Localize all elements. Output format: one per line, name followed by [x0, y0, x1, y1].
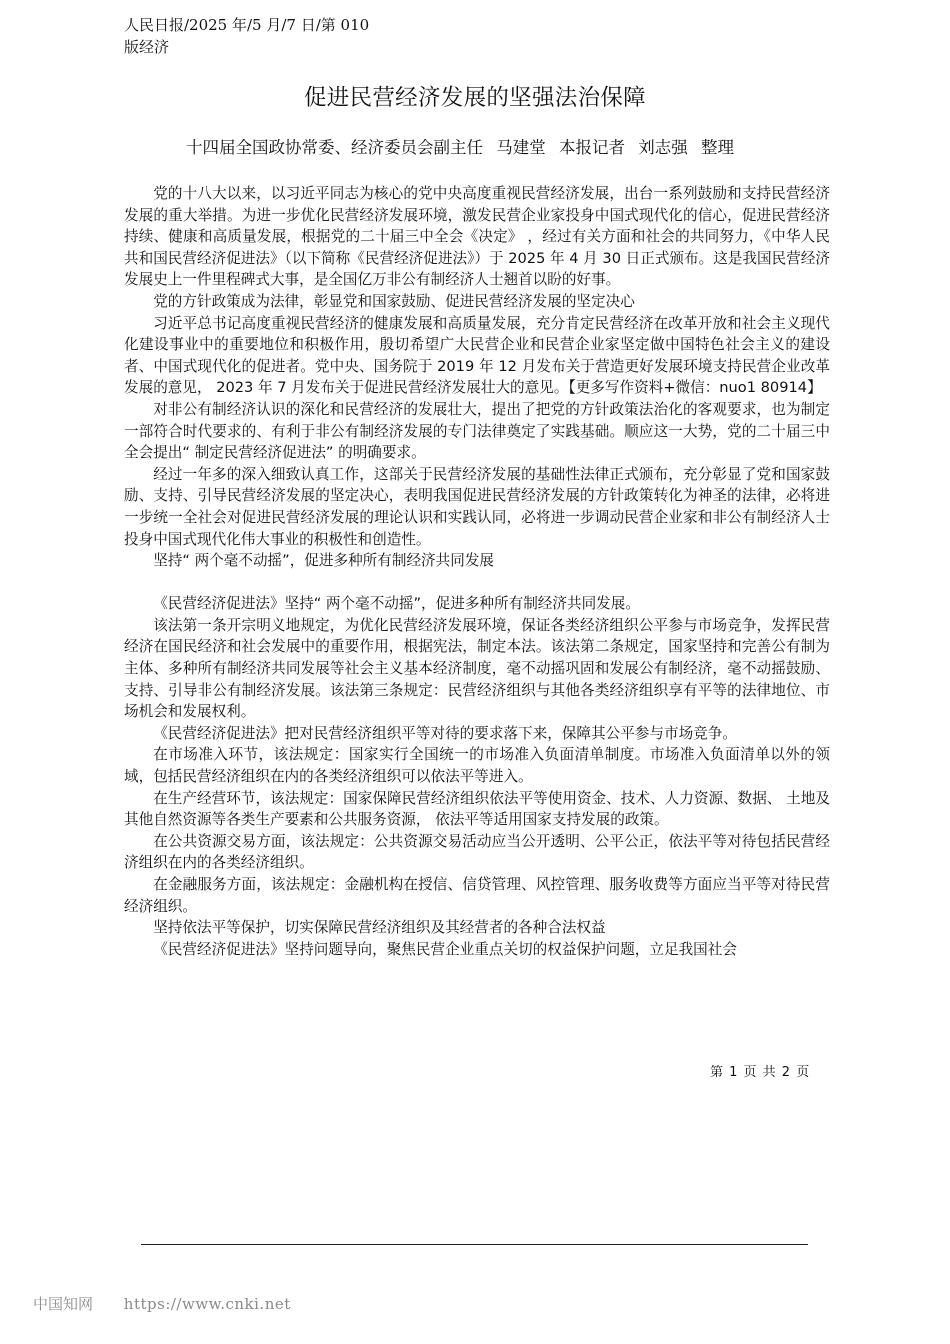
cnki-watermark	[33, 1294, 291, 1314]
section-heading: 党的方针政策成为法律，彰显党和国家鼓励、促进民营经济发展的坚定决心	[153, 292, 635, 310]
paragraph: 在公共资源交易方面，该法规定：公共资源交易活动应当公开透明、公平公正，依法平等对待包括民营经济组织在内的各类经济组织。	[124, 832, 830, 872]
paragraph: 在市场准入环节，该法规定：国家实行全国统一的市场准入负面清单制度。市场准入负面清单以外的领域，包括民营经济组织在内的各类经济组织可以依法平等进入。	[124, 746, 830, 786]
editor-label: 整理	[701, 138, 734, 157]
author-name: 马建堂	[496, 138, 546, 157]
paragraph: 《民营经济促进法》把对民营经济组织平等对待的要求落下来，保障其公平参与市场竞争。	[153, 724, 737, 742]
article-title: 促进民营经济发展的坚强法治保障	[303, 85, 646, 111]
reporter-name: 刘志强	[638, 138, 688, 157]
paragraph: 对非公有制经济认识的深化和民营经济的发展壮大，提出了把党的方针政策法治化的客观要求，也为制定一部符合时代要求的、有利于非公有制经济发展的专门法律奠定了实践基础。顺应这一大势，党的二十届三中全会提出“ 制定民营经济促进法” 的明确要求。	[124, 400, 830, 462]
page-number: 第 1 页 共 2 页	[710, 1065, 811, 1080]
footer-divider	[141, 1244, 808, 1245]
paragraph: 经过一年多的深入细致认真工作，这部关于民营经济发展的基础性法律正式颁布，充分彰显了党和国家鼓励、支持、引导民营经济发展的坚定决心，表明我国促进民营经济发展的方针政策转化为神圣的法律，必将进一步统一全社会对促进民营经济发展的理论认识和实践认同，必将进一步调动民营企业家和非公有制经济人士投身中国式现代化伟大事业的积极性和创造性。	[124, 465, 830, 548]
byline	[0, 136, 920, 160]
section-heading: 坚持“ 两个毫不动摇”，促进多种所有制经济共同发展	[153, 552, 495, 570]
article-body	[124, 183, 830, 960]
source-line-2: 版经济	[124, 38, 170, 56]
paragraph: 在金融服务方面，该法规定：金融机构在授信、信贷管理、风控管理、服务收费等方面应当平等对待民营经济组织。	[124, 876, 830, 915]
site-name: 中国知网	[33, 1295, 94, 1313]
paragraph: 《民营经济促进法》坚持问题导向，聚焦民营企业重点关切的权益保护问题，立足我国社会	[153, 940, 737, 958]
paragraph: 该法第一条开宗明义地规定，为优化民营经济发展环境，保证各类经济组织公平参与市场竞争，发挥民营经济在国民经济和社会发展中的重要作用，根据宪法，制定本法。该法第二条规定，国家坚持和完善公有制为主体、多种所有制经济共同发展等社会主义基本经济制度，毫不动摇巩固和发展公有制经济，毫不动摇鼓励、支持、引导非公有制经济发展。该法第三条规定：民营经济组织与其他各类经济组织享有平等的法律地位、市场机会和发展权利。	[124, 616, 830, 721]
section-heading: 坚持依法平等保护，切实保障民营经济组织及其经营者的各种合法权益	[153, 919, 606, 937]
source-info	[124, 14, 384, 58]
author-position: 十四届全国政协常委、经济委员会副主任	[186, 138, 483, 157]
source-line-1: 人民日报/2025 年/5 月/7 日/第 010	[124, 16, 370, 34]
reporter-label: 本报记者	[559, 138, 625, 157]
paragraph: 习近平总书记高度重视民营经济的健康发展和高质量发展，充分肯定民营经济在改革开放和社会主义现代化建设事业中的重要地位和积极作用，殷切希望广大民营企业和民营企业家坚定做中国特色社会主义的建设者、中国式现代化的促进者。党中央、国务院于 2019 年 12 月发布关于营造更好发展环境支持民营企业改革发展的意见， 2023 年 7 月发布关于促进民营经济发展壮大的意见。【更多写作资料+微信：nuo1 80914】	[124, 314, 830, 397]
site-url-link[interactable]: https://www.cnki.net	[123, 1295, 291, 1313]
paragraph: 在生产经营环节，该法规定：国家保障民营经济组织依法平等使用资金、技术、人力资源、数据、 土地及其他自然资源等各类生产要素和公共服务资源， 依法平等适用国家支持发展的政策。	[124, 789, 830, 829]
paragraph: 《民营经济促进法》坚持“ 两个毫不动摇”，促进多种所有制经济共同发展。	[153, 595, 640, 613]
paragraph: 党的十八大以来，以习近平同志为核心的党中央高度重视民营经济发展，出台一系列鼓励和支持民营经济发展的重大举措。为进一步优化民营经济发展环境，激发民营企业家投身中国式现代化的信心，促进民营经济持续、健康和高质量发展，根据党的二十届三中全会《决定》 ，经过有关方面和社会的共同努力，《中华人民共和国民营经济促进法》（以下简称《民营经济促进法》）于 2025 年 4 月 30 日正式颁布。这是我国民营经济发展史上一件里程碑式大事，是全国亿万非公有制经济人士翘首以盼的好事。	[124, 185, 830, 289]
